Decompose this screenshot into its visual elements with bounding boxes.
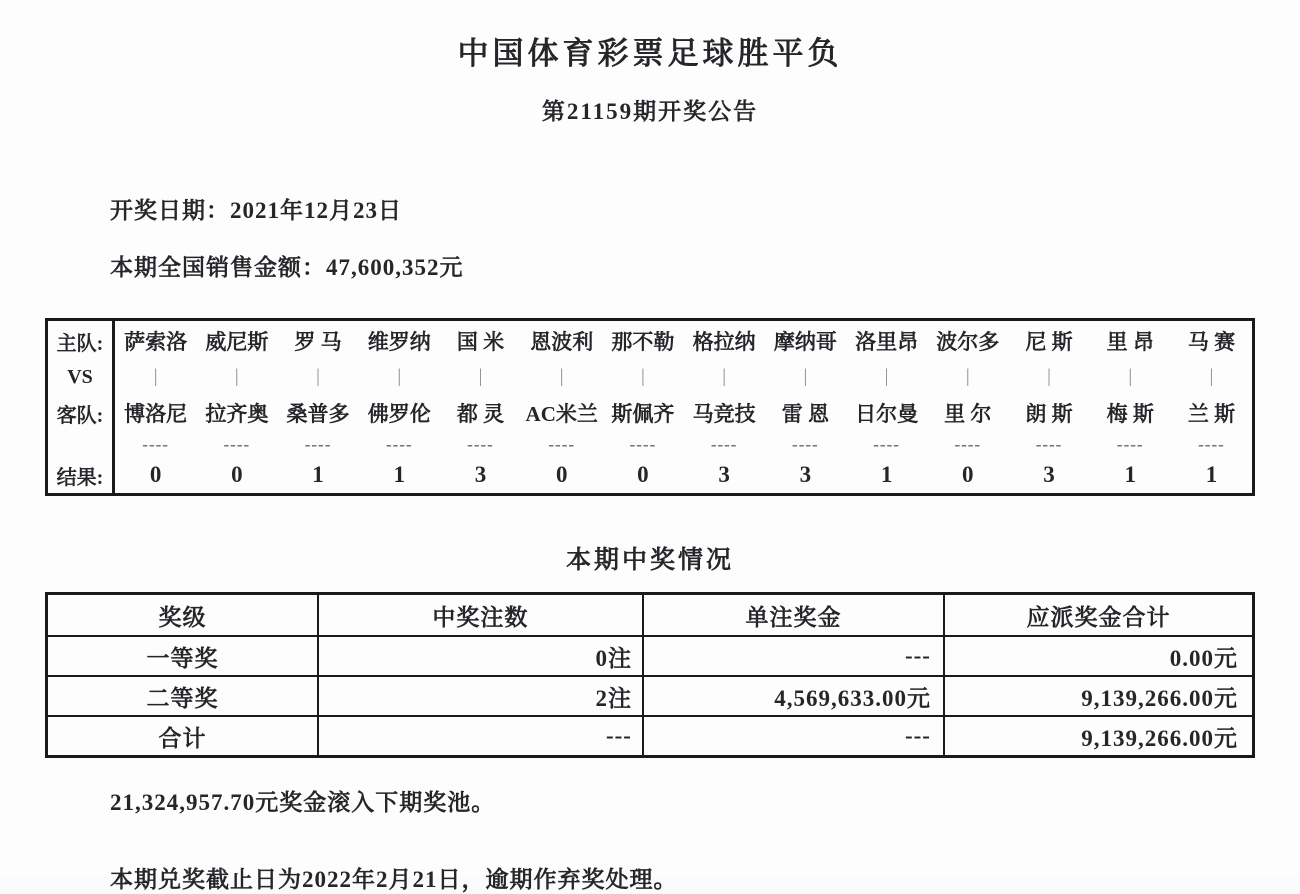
vs-separator: | [1047, 366, 1051, 387]
dash-line: ---- [873, 435, 900, 454]
match-result: 1 [1124, 462, 1136, 487]
match-column [359, 321, 440, 493]
match-column [684, 321, 765, 493]
match-result: 3 [799, 462, 812, 487]
away-team-name: AC米兰 [525, 402, 598, 426]
home-team-name: 维罗纳 [367, 330, 431, 354]
prize-count: --- [319, 717, 644, 755]
home-team-name: 格拉纳 [692, 330, 756, 354]
draw-date-line: 开奖日期：2021年12月23日 [110, 198, 402, 223]
match-results-table [45, 318, 1255, 496]
match-column [602, 321, 683, 493]
prize-single-amount: --- [644, 637, 945, 675]
result-row-label: 结果: [56, 466, 104, 489]
vs-separator: | [316, 366, 320, 387]
page-title: 中国体育彩票足球胜平负 [457, 36, 843, 71]
header-winning-bets: 中奖注数 [319, 595, 644, 635]
match-column [765, 321, 846, 493]
vs-separator: | [722, 366, 727, 387]
away-row-label: 客队: [56, 404, 104, 427]
prize-total-amount: 9,139,266.00元 [1081, 725, 1238, 751]
away-team-name: 里 尔 [944, 402, 992, 426]
home-team-name: 威尼斯 [205, 330, 269, 354]
dash-line: ---- [1035, 435, 1063, 454]
vs-separator: | [884, 366, 889, 387]
away-team-name: 佛罗伦 [367, 402, 431, 426]
prize-table-row [48, 637, 1252, 677]
match-column [115, 321, 196, 493]
dash-line: ---- [1198, 435, 1225, 454]
home-team-name: 那不勒 [611, 330, 675, 354]
sales-amount-line: 本期全国销售金额：47,600,352元 [110, 255, 464, 280]
vs-separator: | [397, 366, 402, 387]
match-result: 1 [312, 462, 324, 487]
vs-separator: | [559, 366, 564, 387]
match-column [1008, 321, 1089, 493]
prize-total-amount: 9,139,266.00元 [1081, 685, 1238, 711]
vs-row-label: VS [67, 365, 93, 388]
dash-line: ---- [629, 435, 657, 454]
home-team-name: 国 米 [456, 330, 505, 354]
away-team-name: 梅 斯 [1106, 402, 1154, 426]
home-team-name: 摩纳哥 [773, 330, 837, 354]
match-result: 3 [718, 462, 730, 487]
match-result: 3 [474, 462, 487, 487]
home-team-name: 尼 斯 [1025, 330, 1073, 354]
match-column [927, 321, 1008, 493]
dash-line: ---- [548, 435, 576, 454]
dash-line: ---- [1116, 435, 1144, 454]
away-team-name: 马竞技 [692, 402, 756, 426]
match-column [846, 321, 927, 493]
match-columns [115, 321, 1252, 493]
match-result: 1 [393, 462, 406, 487]
match-result: 0 [231, 462, 243, 487]
page-subtitle: 第21159期开奖公告 [541, 99, 759, 124]
vs-separator: | [965, 366, 970, 387]
match-column [521, 321, 602, 493]
home-team-name: 波尔多 [936, 330, 1000, 354]
home-row-label: 主队: [56, 332, 104, 355]
away-team-name: 雷 恩 [781, 402, 829, 426]
home-team-name: 恩波利 [530, 330, 594, 354]
away-team-name: 斯佩齐 [611, 402, 675, 426]
match-result: 1 [1205, 462, 1218, 487]
prize-single-amount: 4,569,633.00元 [644, 677, 945, 715]
match-column [1171, 321, 1252, 493]
home-team-name: 马 赛 [1187, 330, 1236, 354]
rollover-note: 21,324,957.70元奖金滚入下期奖池。 [110, 790, 496, 815]
prize-table [45, 592, 1255, 758]
deadline-note: 本期兑奖截止日为2022年2月21日，逾期作弃奖处理。 [110, 867, 678, 892]
dash-line: ---- [792, 435, 819, 454]
away-team-name: 兰 斯 [1187, 402, 1236, 426]
match-result: 1 [880, 462, 893, 487]
prize-count: 0注 [319, 637, 644, 675]
vs-separator: | [1128, 366, 1133, 387]
prize-single-amount: --- [644, 717, 945, 755]
prize-level: 合计 [48, 717, 319, 755]
match-result: 0 [637, 462, 649, 487]
home-team-name: 萨索洛 [124, 330, 188, 354]
match-result: 0 [149, 462, 162, 487]
away-team-name: 拉齐奥 [205, 402, 269, 426]
header-prize-level: 奖级 [48, 595, 319, 635]
prize-table-row [48, 677, 1252, 717]
match-result: 0 [555, 462, 568, 487]
vs-separator: | [641, 366, 645, 387]
away-team-name: 日尔曼 [855, 402, 919, 426]
prize-total-amount: 0.00元 [1169, 645, 1238, 671]
match-column [440, 321, 521, 493]
match-table-label-column [48, 321, 115, 493]
match-column [196, 321, 277, 493]
dash-line: ---- [710, 435, 738, 454]
dash-line: ---- [304, 435, 332, 454]
prize-section-title: 本期中奖情况 [565, 547, 734, 574]
match-column [1090, 321, 1171, 493]
home-team-name: 罗 马 [294, 330, 342, 354]
prize-level: 二等奖 [48, 677, 319, 715]
prize-level: 一等奖 [48, 637, 319, 675]
prize-count: 2注 [319, 677, 644, 715]
away-team-name: 都 灵 [456, 402, 505, 426]
home-team-name: 里 昂 [1106, 330, 1154, 354]
dash-line: ---- [142, 435, 169, 454]
vs-separator: | [234, 366, 239, 387]
away-team-name: 朗 斯 [1025, 402, 1073, 426]
away-team-name: 博洛尼 [124, 402, 188, 426]
dash-line: ---- [954, 435, 982, 454]
prize-table-header-row [48, 595, 1252, 637]
vs-separator: | [478, 366, 483, 387]
header-single-prize: 单注奖金 [644, 595, 945, 635]
dash-line: ---- [467, 435, 494, 454]
away-team-name: 桑普多 [286, 402, 350, 426]
header-total-prize: 应派奖金合计 [1026, 604, 1171, 630]
prize-table-row [48, 717, 1252, 755]
dash-line: ---- [385, 435, 413, 454]
vs-separator: | [803, 366, 808, 387]
match-result: 3 [1043, 462, 1055, 487]
vs-separator: | [1209, 366, 1214, 387]
dash-line: ---- [223, 435, 251, 454]
vs-separator: | [153, 366, 158, 387]
match-result: 0 [962, 462, 974, 487]
match-column [277, 321, 358, 493]
home-team-name: 洛里昂 [855, 330, 919, 354]
